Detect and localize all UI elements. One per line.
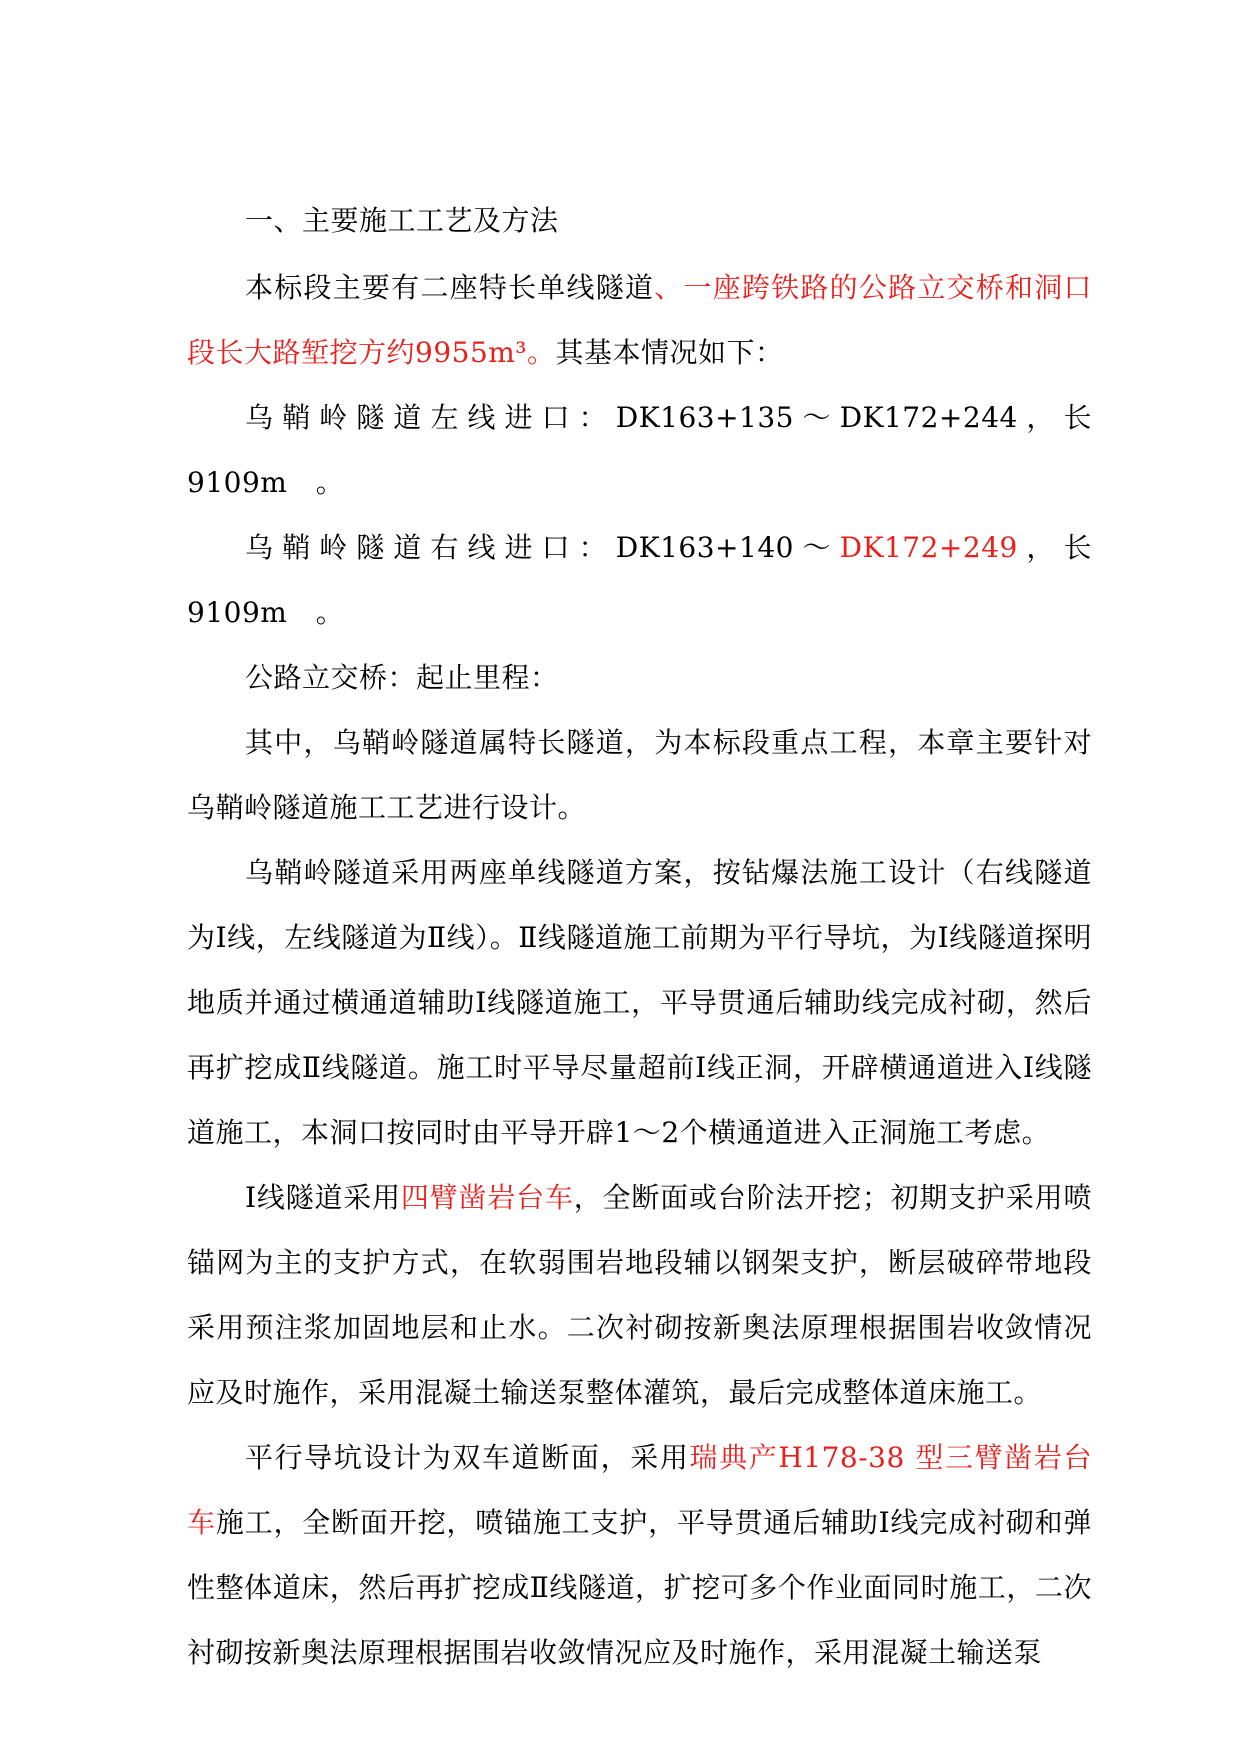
parallel-adit-highlight: 瑞典产H178-38 型三臂凿岩台车	[187, 1441, 1092, 1539]
parallel-adit-tail: 施工，全断面开挖，喷锚施工支护，平导贯通后辅助Ⅰ线完成衬砌和弹性整体道床，然后再扩挖成Ⅱ线隧道，扩挖可多个作业面同时施工，二次衬砌按新奥法原理根据围岩收敛情况应及时施作，采用混凝土输送泵	[187, 1506, 1092, 1669]
right-line-tail: ，长9109m 。	[187, 531, 1092, 629]
line-one-highlight: 四臂凿岩台车	[400, 1181, 574, 1214]
section-title: 一、主要施工工艺及方法	[245, 204, 559, 237]
paragraph-parallel-adit	[187, 1425, 1092, 1685]
overview-tail: 其基本情况如下：	[555, 336, 784, 369]
paragraph-overview	[187, 255, 1092, 385]
paragraph-right-line	[187, 515, 1092, 645]
right-line-text: 乌鞘岭隧道右线进口：DK163+140～	[245, 531, 840, 564]
document-body	[187, 190, 1092, 1685]
paragraph-key-project: 其中，乌鞘岭隧道属特长隧道，为本标段重点工程，本章主要针对乌鞘岭隧道施工工艺进行设计。	[187, 726, 1092, 824]
overview-highlight: 、一座跨铁路的公路立交桥和洞口段长大路堑挖方约9955m³。	[187, 271, 1092, 369]
right-line-highlight: DK172+249	[839, 531, 1018, 564]
line-one-tail: ，全断面或台阶法开挖；初期支护采用喷锚网为主的支护方式，在软弱围岩地段辅以钢架支护，断层破碎带地段采用预注浆加固地层和止水。二次衬砌按新奥法原理根据围岩收敛情况应及时施作，采用混凝土输送泵整体灌筑，最后完成整体道床施工。	[187, 1181, 1092, 1409]
overview-text: 本标段主要有二座特长单线隧道	[245, 271, 655, 304]
paragraph-left-line: 乌鞘岭隧道左线进口：DK163+135～DK172+244，长9109m 。	[187, 401, 1092, 499]
paragraph-tunnel-scheme: 乌鞘岭隧道采用两座单线隧道方案，按钻爆法施工设计（右线隧道为Ⅰ线，左线隧道为Ⅱ线）。Ⅱ线隧道施工前期为平行导坑，为Ⅰ线隧道探明地质并通过横通道辅助Ⅰ线隧道施工，平导贯通后辅助线完成衬砌，然后再扩挖成Ⅱ线隧道。施工时平导尽量超前Ⅰ线正洞，开辟横通道进入Ⅰ线隧道施工，本洞口按同时由平导开辟1～2个横通道进入正洞施工考虑。	[187, 856, 1092, 1149]
parallel-adit-text: 平行导坑设计为双车道断面，采用	[245, 1441, 690, 1474]
paragraph-bridge: 公路立交桥：起止里程：	[245, 661, 559, 694]
line-one-text: Ⅰ线隧道采用	[245, 1181, 401, 1214]
paragraph-line-one	[187, 1165, 1092, 1425]
